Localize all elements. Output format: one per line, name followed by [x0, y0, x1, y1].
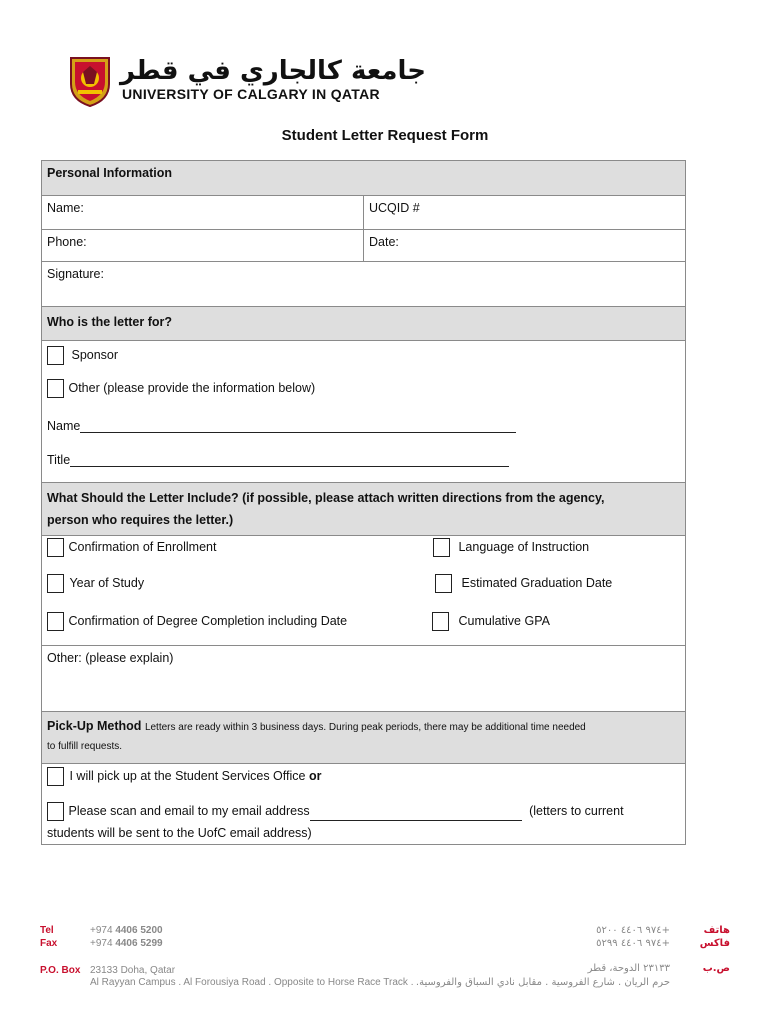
language-checkbox[interactable] — [433, 538, 450, 557]
personal-info-heading: Personal Information — [47, 166, 173, 180]
phone-field[interactable] — [42, 230, 364, 261]
date-label: Date: — [369, 235, 399, 249]
degree-label: Confirmation of Degree Completion including Date — [68, 613, 348, 628]
language-label: Language of Instruction — [458, 539, 590, 554]
other-option[interactable] — [47, 379, 315, 398]
recipient-name-line — [80, 419, 516, 433]
recipient-section — [42, 341, 685, 483]
signature-label: Signature: — [47, 267, 104, 281]
tel-label: Tel — [40, 925, 54, 936]
tel-number: 4406 5200 — [115, 925, 163, 936]
recipient-name-label: Name — [47, 419, 81, 433]
content-heading-line1: What Should the Letter Include? (if possible, please attach written directions from the agency, — [47, 491, 605, 505]
graduation-checkbox[interactable] — [435, 574, 452, 593]
enrollment-checkbox[interactable] — [47, 538, 64, 557]
name-field[interactable] — [42, 196, 364, 229]
graduation-option[interactable] — [435, 574, 612, 593]
fax-label: Fax — [40, 938, 58, 949]
graduation-label: Estimated Graduation Date — [461, 575, 613, 590]
recipient-name-field[interactable] — [47, 419, 516, 433]
phone-row — [42, 230, 685, 262]
pickup-email-suffix: (letters to current — [529, 803, 624, 818]
ar-fax-value: +٩٧٤ ٤٤٠٦ ٥٢٩٩ — [596, 938, 670, 949]
fax-value — [90, 938, 163, 949]
university-crest-icon — [68, 54, 112, 108]
other-checkbox[interactable] — [47, 379, 64, 398]
pickup-options — [42, 764, 685, 844]
degree-option[interactable] — [47, 612, 347, 631]
english-university-name: UNIVERSITY OF CALGARY IN QATAR — [122, 86, 380, 102]
letter-request-form — [41, 160, 686, 845]
enrollment-option[interactable] — [47, 538, 216, 557]
recipient-title-field[interactable] — [47, 453, 509, 467]
ar-address-line2: حرم الريان . شارع الفروسية . مقابل نادي السباق والفروسية. — [415, 977, 670, 988]
university-logo — [68, 54, 426, 110]
pickup-email-option[interactable] — [47, 802, 624, 821]
recipient-title-line — [70, 453, 509, 467]
tel-value — [90, 925, 163, 936]
pickup-note-line2: to fulfill requests. — [47, 741, 123, 752]
pickup-office-checkbox[interactable] — [47, 767, 64, 786]
pickup-email-line2: students will be sent to the UofC email address) — [47, 826, 312, 840]
address-line2: Al Rayyan Campus . Al Forousiya Road . Opposite to Horse Race Track . — [90, 977, 414, 988]
gpa-label: Cumulative GPA — [458, 613, 550, 628]
gpa-checkbox[interactable] — [432, 612, 449, 631]
email-address-line[interactable] — [310, 807, 522, 821]
arabic-university-name: جامعة كالجاري في قطر — [120, 56, 426, 86]
date-field[interactable] — [364, 230, 685, 261]
content-heading-line2: person who requires the letter.) — [47, 513, 234, 527]
ar-pobox-label: ص.ب — [702, 963, 730, 974]
pickup-office-label: I will pick up at the Student Services Office — [69, 768, 306, 783]
personal-info-header — [42, 161, 685, 196]
phone-label: Phone: — [47, 235, 87, 249]
gpa-option[interactable] — [432, 612, 550, 631]
sponsor-option[interactable] — [47, 346, 118, 365]
year-checkbox[interactable] — [47, 574, 64, 593]
form-title: Student Letter Request Form — [281, 127, 489, 144]
pickup-heading: Pick-Up Method — [47, 719, 142, 733]
recipient-title-label: Title — [47, 453, 71, 467]
ar-tel-value: +٩٧٤ ٤٤٠٦ ٥٢٠٠ — [596, 925, 670, 936]
other-explain-label: Other: (please explain) — [47, 651, 174, 665]
ucqid-field[interactable] — [364, 196, 685, 229]
year-option[interactable] — [47, 574, 144, 593]
pickup-office-option[interactable] — [47, 767, 321, 786]
recipient-header — [42, 307, 685, 341]
ar-tel-label: هاتف — [703, 925, 730, 936]
pickup-email-checkbox[interactable] — [47, 802, 64, 821]
ucqid-label: UCQID # — [369, 201, 420, 215]
ar-address-line1: ٢٣١٣٣ الدوحة، قطر — [587, 963, 670, 974]
other-explain-field[interactable] — [42, 646, 685, 712]
fax-prefix: +974 — [90, 938, 113, 949]
language-option[interactable] — [433, 538, 589, 557]
address-line1: 23133 Doha, Qatar — [90, 965, 176, 976]
pickup-heading-line1 — [47, 719, 586, 733]
tel-prefix: +974 — [90, 925, 113, 936]
other-label: Other (please provide the information below) — [68, 380, 316, 395]
sponsor-checkbox[interactable] — [47, 346, 64, 365]
signature-field[interactable] — [42, 262, 685, 307]
content-header — [42, 483, 685, 536]
sponsor-label: Sponsor — [71, 347, 119, 362]
pickup-email-label: Please scan and email to my email address — [68, 803, 310, 818]
degree-checkbox[interactable] — [47, 612, 64, 631]
recipient-heading: Who is the letter for? — [47, 315, 172, 329]
content-options — [42, 536, 685, 646]
name-row — [42, 196, 685, 230]
pickup-note-line1: Letters are ready within 3 business days. During peak periods, there may be additional time needed — [144, 722, 586, 733]
name-label: Name: — [47, 201, 84, 215]
pickup-header — [42, 712, 685, 764]
pobox-label: P.O. Box — [40, 965, 81, 976]
year-label: Year of Study — [69, 575, 145, 590]
ar-fax-label: فاكس — [699, 938, 730, 949]
enrollment-label: Confirmation of Enrollment — [68, 539, 217, 554]
pickup-or-label: or — [308, 768, 322, 783]
fax-number: 4406 5299 — [115, 938, 163, 949]
